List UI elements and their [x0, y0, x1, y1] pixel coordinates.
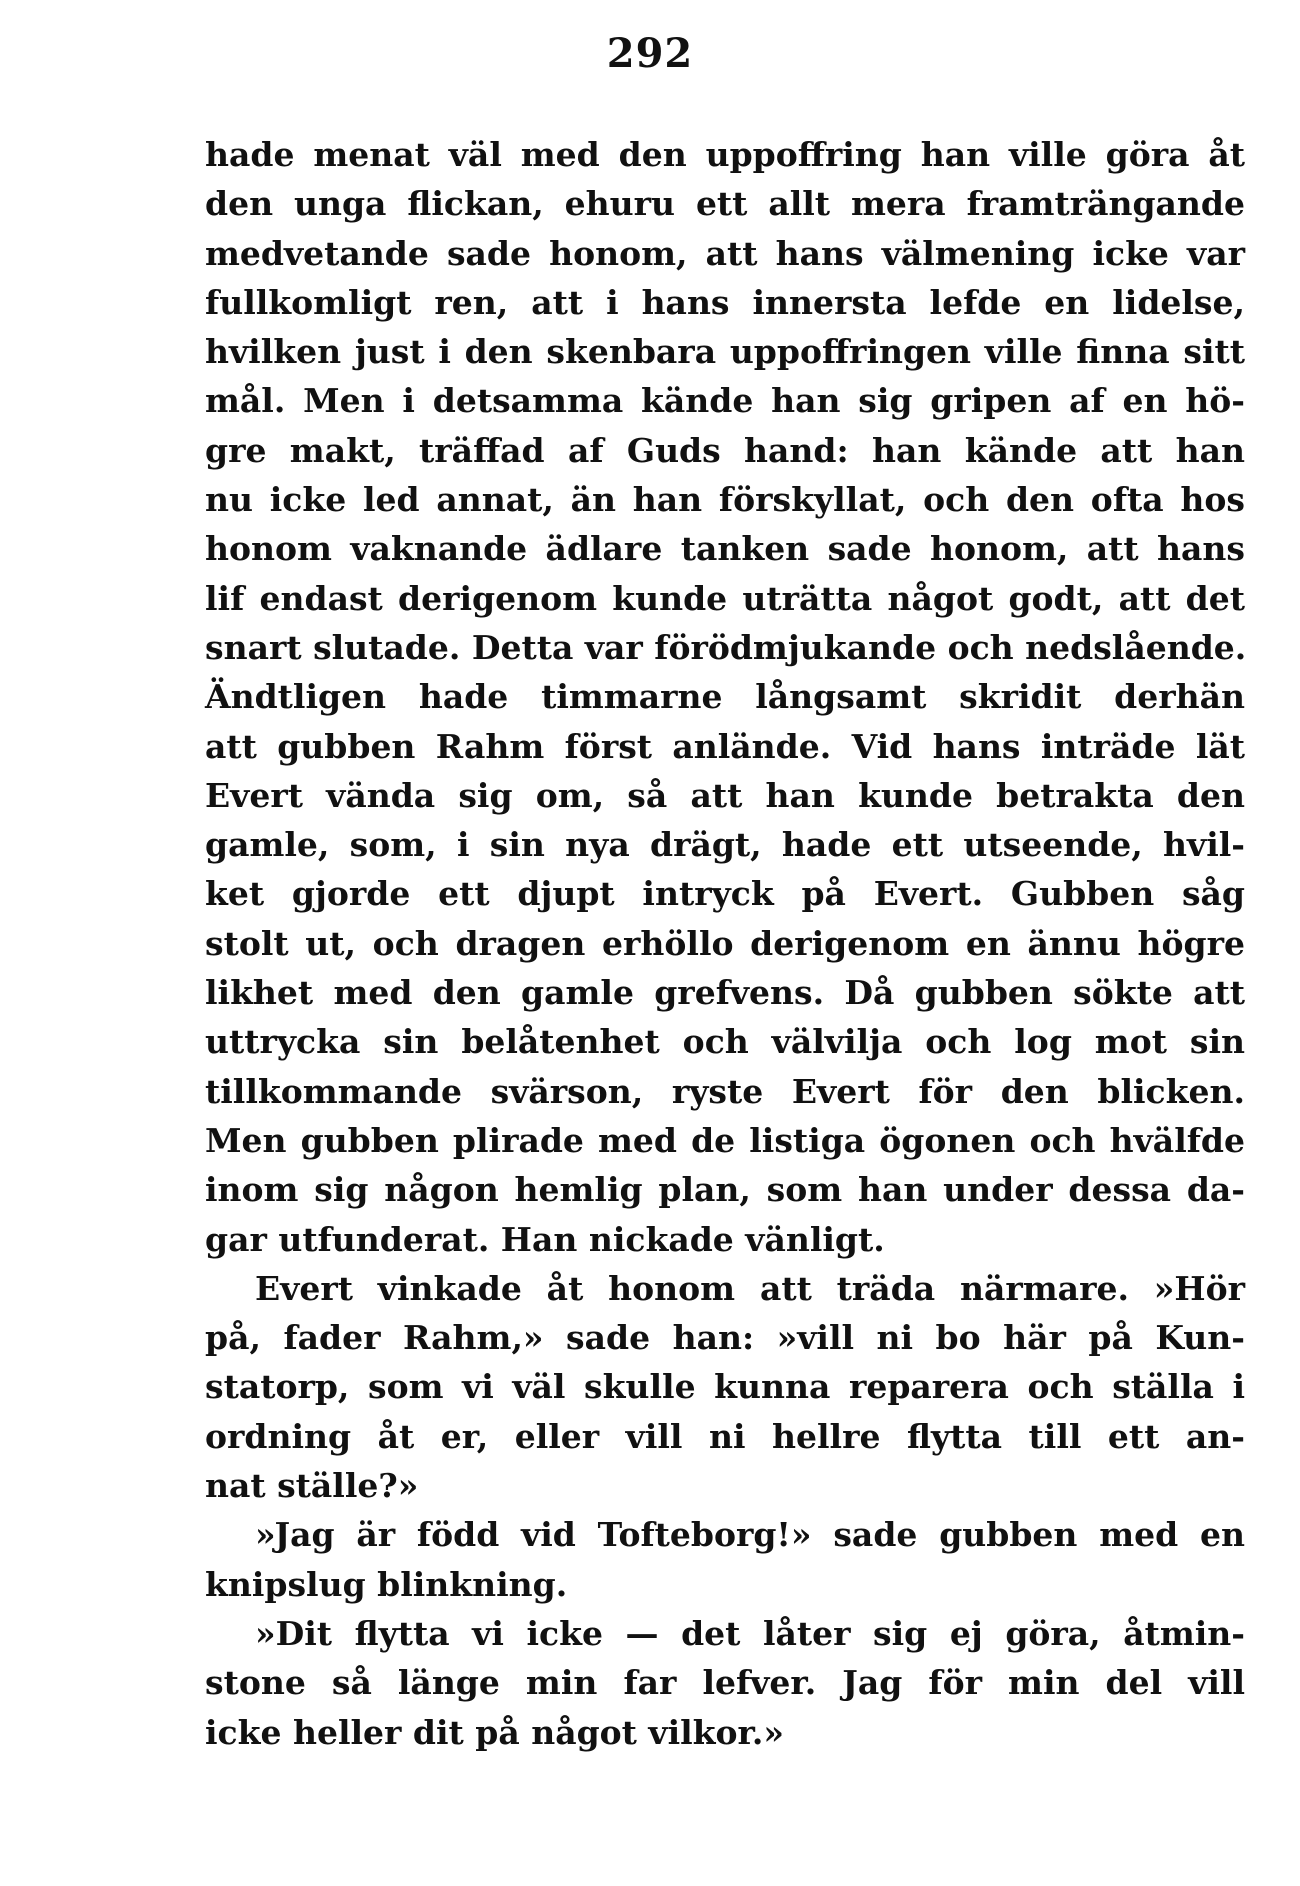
text-line: icke heller dit på något vilkor.»	[205, 1712, 784, 1752]
text-line: den unga flickan, ehuru ett allt mera framträngande	[205, 184, 1245, 224]
text-line: snart slutade. Detta var förödmjukande och nedslående.	[205, 627, 1247, 667]
text-line: medvetande sade honom, att hans välmening icke var	[205, 233, 1245, 273]
text-line: stolt ut, och dragen erhöllo derigenom en ännu högre	[205, 923, 1245, 963]
text-line: nat ställe?»	[205, 1466, 419, 1506]
text-line: statorp, som vi väl skulle kunna reparera och ställa i	[205, 1367, 1245, 1407]
text-line: honom vaknande ädlare tanken sade honom, att hans	[205, 529, 1245, 569]
text-line: nu icke led annat, än han förskyllat, och den ofta hos	[205, 480, 1245, 520]
text-line: hade menat väl med den uppoffring han ville göra åt	[205, 135, 1245, 174]
text-line: hvilken just i den skenbara uppoffringen ville finna sitt	[205, 332, 1245, 372]
text-line: uttrycka sin belåtenhet och välvilja och log mot sin	[205, 1022, 1245, 1062]
text-line: Ändtligen hade timmarne långsamt skridit derhän	[205, 677, 1245, 717]
text-line: på, fader Rahm,» sade han: »vill ni bo här på Kun-	[205, 1318, 1245, 1358]
text-line: »Dit flytta vi icke — det låter sig ej göra, åtmin-	[255, 1613, 1245, 1653]
text-line: ordning åt er, eller vill ni hellre flytta till ett an-	[205, 1416, 1245, 1456]
text-line: gar utfunderat. Han nickade vänligt.	[205, 1219, 885, 1259]
text-line: »Jag är född vid Tofteborg!» sade gubben med en	[255, 1515, 1245, 1555]
text-line: inom sig någon hemlig plan, som han under dessa da-	[205, 1170, 1245, 1210]
text-line: stone så länge min far lefver. Jag för min del vill	[205, 1663, 1245, 1703]
text-line: knipslug blinkning.	[205, 1564, 568, 1604]
text-line: ket gjorde ett djupt intryck på Evert. Gubben såg	[205, 874, 1245, 914]
page-number: 292	[606, 30, 694, 77]
text-line: att gubben Rahm först anlände. Vid hans inträde lät	[205, 726, 1245, 766]
text-line: Evert vända sig om, så att han kunde betrakta den	[205, 775, 1245, 815]
text-line: lif endast derigenom kunde uträtta något godt, att det	[205, 578, 1245, 618]
text-line: Evert vinkade åt honom att träda närmare. »Hör	[255, 1268, 1245, 1308]
text-line: mål. Men i detsamma kände han sig gripen af en hö-	[205, 381, 1245, 421]
text-line: tillkommande svärson, ryste Evert för den blicken.	[205, 1071, 1245, 1111]
text-line: gamle, som, i sin nya drägt, hade ett utseende, hvil-	[205, 825, 1245, 865]
text-line: fullkomligt ren, att i hans innersta lefde en lidelse,	[205, 282, 1245, 322]
text-line: gre makt, träffad af Guds hand: han kände att han	[205, 430, 1245, 470]
text-line: likhet med den gamle grefvens. Då gubben sökte att	[205, 973, 1245, 1013]
text-line: Men gubben plirade med de listiga ögonen och hvälfde	[205, 1120, 1245, 1160]
body-text	[205, 130, 1245, 1757]
